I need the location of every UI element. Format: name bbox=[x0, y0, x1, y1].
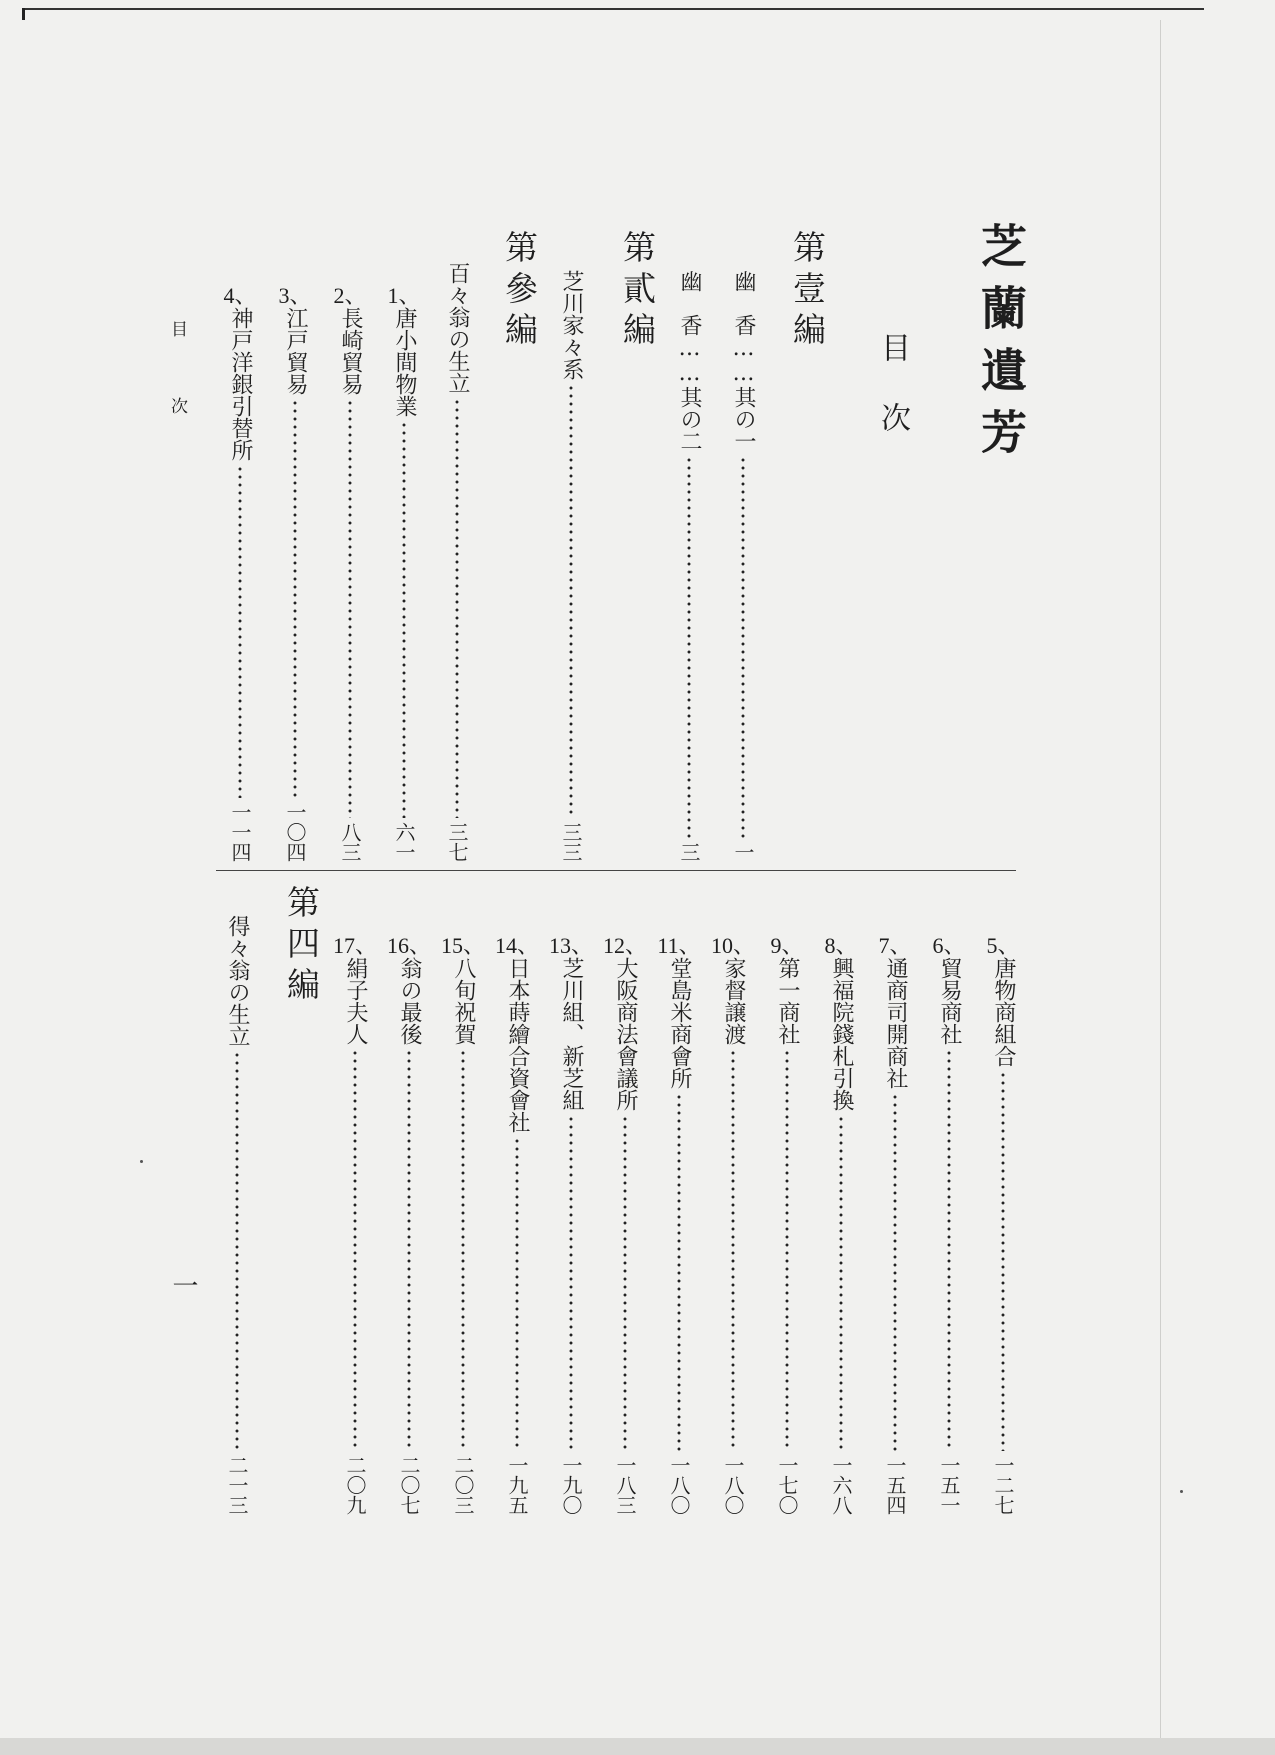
toc-entry[interactable] bbox=[988, 935, 1018, 1515]
leader-dots bbox=[731, 1049, 735, 1451]
entry-number: 7、 bbox=[878, 933, 912, 958]
entry-page: 三七 bbox=[445, 822, 469, 862]
entry-page: 二一三 bbox=[225, 1455, 249, 1515]
entry-title: 八旬祝賀 bbox=[451, 957, 476, 1045]
entry-page: 二〇九 bbox=[343, 1455, 367, 1515]
entry-title: 唐物商組合 bbox=[991, 957, 1016, 1067]
entry-page: 一 bbox=[731, 842, 755, 862]
entry-number: 8、 bbox=[824, 933, 858, 958]
book-title: 芝蘭遺芳 bbox=[974, 222, 1028, 470]
entry-number: 5、 bbox=[986, 933, 1020, 958]
leader-dots bbox=[455, 398, 459, 818]
leader-dots bbox=[235, 1051, 239, 1451]
entry-number: 12、 bbox=[603, 933, 648, 958]
toc-entry[interactable] bbox=[387, 933, 432, 1515]
entry-page: 一五四 bbox=[883, 1455, 907, 1515]
toc-entry[interactable] bbox=[728, 270, 758, 862]
entry-title: 幽 香……其の二 bbox=[677, 270, 702, 452]
entry-title: 長崎貿易 bbox=[338, 307, 363, 395]
entry-number: 13、 bbox=[549, 933, 594, 958]
entry-title: 芝川組、新芝組 bbox=[559, 957, 584, 1111]
leader-dots bbox=[947, 1049, 951, 1451]
entry-title: 堂島米商會所 bbox=[667, 957, 692, 1089]
running-title: 目次 bbox=[167, 320, 187, 474]
entry-title: 貿易商社 bbox=[937, 957, 962, 1045]
toc-entry[interactable] bbox=[222, 915, 252, 1515]
toc-entry[interactable] bbox=[934, 935, 964, 1515]
toc-entry[interactable] bbox=[495, 933, 540, 1515]
entry-page: 一〇四 bbox=[283, 802, 307, 862]
entry-title: 翁の最後 bbox=[397, 957, 422, 1045]
toc-entry[interactable] bbox=[441, 933, 486, 1515]
entry-number: 2、 bbox=[333, 283, 367, 308]
leader-dots bbox=[461, 1049, 465, 1451]
entry-title: 通商司開商社 bbox=[883, 957, 908, 1089]
toc-heading: 目次 bbox=[875, 332, 910, 472]
entry-page: 一八三 bbox=[613, 1455, 637, 1515]
entry-number: 16、 bbox=[387, 933, 432, 958]
part-heading-2: 第貳編 bbox=[618, 230, 657, 353]
section-divider bbox=[216, 870, 1016, 871]
leader-dots bbox=[741, 456, 745, 838]
entry-number: 10、 bbox=[711, 933, 756, 958]
entry-title: 日本蒔繪合資會社 bbox=[505, 957, 530, 1133]
part-heading-3: 第參編 bbox=[500, 230, 539, 353]
entry-title: 神戸洋銀引替所 bbox=[228, 307, 253, 461]
page-fold-line bbox=[1160, 20, 1161, 1740]
toc-entry[interactable] bbox=[549, 933, 594, 1515]
entry-number: 17、 bbox=[333, 933, 378, 958]
entry-title: 幽 香……其の一 bbox=[731, 270, 756, 452]
leader-dots bbox=[1001, 1071, 1005, 1451]
entry-number: 6、 bbox=[932, 933, 966, 958]
entry-title: 芝川家々系 bbox=[559, 270, 584, 380]
entry-title: 得々翁の生立 bbox=[225, 915, 250, 1047]
entry-page: 一二七 bbox=[991, 1455, 1015, 1515]
entry-page: 一八〇 bbox=[721, 1455, 745, 1515]
part-heading-1: 第壹編 bbox=[788, 230, 827, 353]
paper-speck bbox=[140, 1160, 143, 1163]
leader-dots bbox=[515, 1137, 519, 1451]
entry-page: 二〇七 bbox=[397, 1455, 421, 1515]
toc-entry[interactable] bbox=[880, 935, 910, 1515]
entry-page: 二〇三 bbox=[451, 1455, 475, 1515]
leader-dots bbox=[785, 1049, 789, 1451]
toc-entry[interactable] bbox=[335, 285, 365, 862]
entry-page: 一九〇 bbox=[559, 1455, 583, 1515]
leader-dots bbox=[623, 1115, 627, 1451]
entry-number: 14、 bbox=[495, 933, 540, 958]
entry-page: 六一 bbox=[392, 822, 416, 862]
leader-dots bbox=[348, 399, 352, 818]
leader-dots bbox=[687, 456, 691, 838]
folio-page-number: 一 bbox=[168, 1272, 198, 1298]
toc-entry[interactable] bbox=[442, 262, 472, 862]
leader-dots bbox=[569, 1115, 573, 1451]
toc-entry[interactable] bbox=[389, 285, 419, 862]
leader-dots bbox=[353, 1049, 357, 1451]
leader-dots bbox=[293, 399, 297, 798]
toc-entry[interactable] bbox=[657, 933, 701, 1515]
entry-page: 一九五 bbox=[505, 1455, 529, 1515]
toc-entry[interactable] bbox=[225, 285, 255, 862]
entry-title: 江戸貿易 bbox=[283, 307, 308, 395]
entry-number: 9、 bbox=[770, 933, 804, 958]
leader-dots bbox=[839, 1115, 843, 1451]
entry-number: 1、 bbox=[387, 283, 421, 308]
toc-entry[interactable] bbox=[674, 270, 704, 862]
leader-dots bbox=[238, 465, 242, 798]
page-corner-mark bbox=[22, 8, 25, 20]
entry-title: 絹子夫人 bbox=[343, 957, 368, 1045]
entry-title: 興福院錢札引換 bbox=[829, 957, 854, 1111]
leader-dots bbox=[569, 384, 573, 818]
toc-entry[interactable] bbox=[280, 285, 310, 862]
toc-entry[interactable] bbox=[826, 935, 856, 1515]
toc-entry[interactable] bbox=[772, 935, 802, 1515]
part-heading-4: 第四編 bbox=[282, 885, 321, 1008]
entry-number: 11、 bbox=[657, 933, 701, 958]
entry-page: 八三 bbox=[338, 822, 362, 862]
entry-title: 第一商社 bbox=[775, 957, 800, 1045]
entry-page: 一五一 bbox=[937, 1455, 961, 1515]
page-bottom-edge bbox=[0, 1738, 1275, 1755]
toc-entry[interactable] bbox=[711, 933, 756, 1515]
paper-speck bbox=[1180, 1490, 1183, 1493]
entry-number: 15、 bbox=[441, 933, 486, 958]
entry-title: 大阪商法會議所 bbox=[613, 957, 638, 1111]
leader-dots bbox=[893, 1093, 897, 1451]
leader-dots bbox=[407, 1049, 411, 1451]
entry-number: 3、 bbox=[278, 283, 312, 308]
entry-title: 家督譲渡 bbox=[721, 957, 746, 1045]
entry-page: 一六八 bbox=[829, 1455, 853, 1515]
page-edge-line bbox=[24, 8, 1204, 10]
entry-title: 百々翁の生立 bbox=[445, 262, 470, 394]
entry-page: 三三 bbox=[559, 822, 583, 862]
leader-dots bbox=[677, 1093, 681, 1451]
toc-entry[interactable] bbox=[333, 933, 378, 1515]
entry-page: 一七〇 bbox=[775, 1455, 799, 1515]
toc-entry[interactable] bbox=[556, 270, 586, 862]
leader-dots bbox=[402, 421, 406, 818]
entry-page: 三 bbox=[677, 842, 701, 862]
entry-page: 一一四 bbox=[228, 802, 252, 862]
entry-page: 一八〇 bbox=[667, 1455, 691, 1515]
entry-title: 唐小間物業 bbox=[392, 307, 417, 417]
entry-number: 4、 bbox=[223, 283, 257, 308]
toc-entry[interactable] bbox=[603, 933, 648, 1515]
